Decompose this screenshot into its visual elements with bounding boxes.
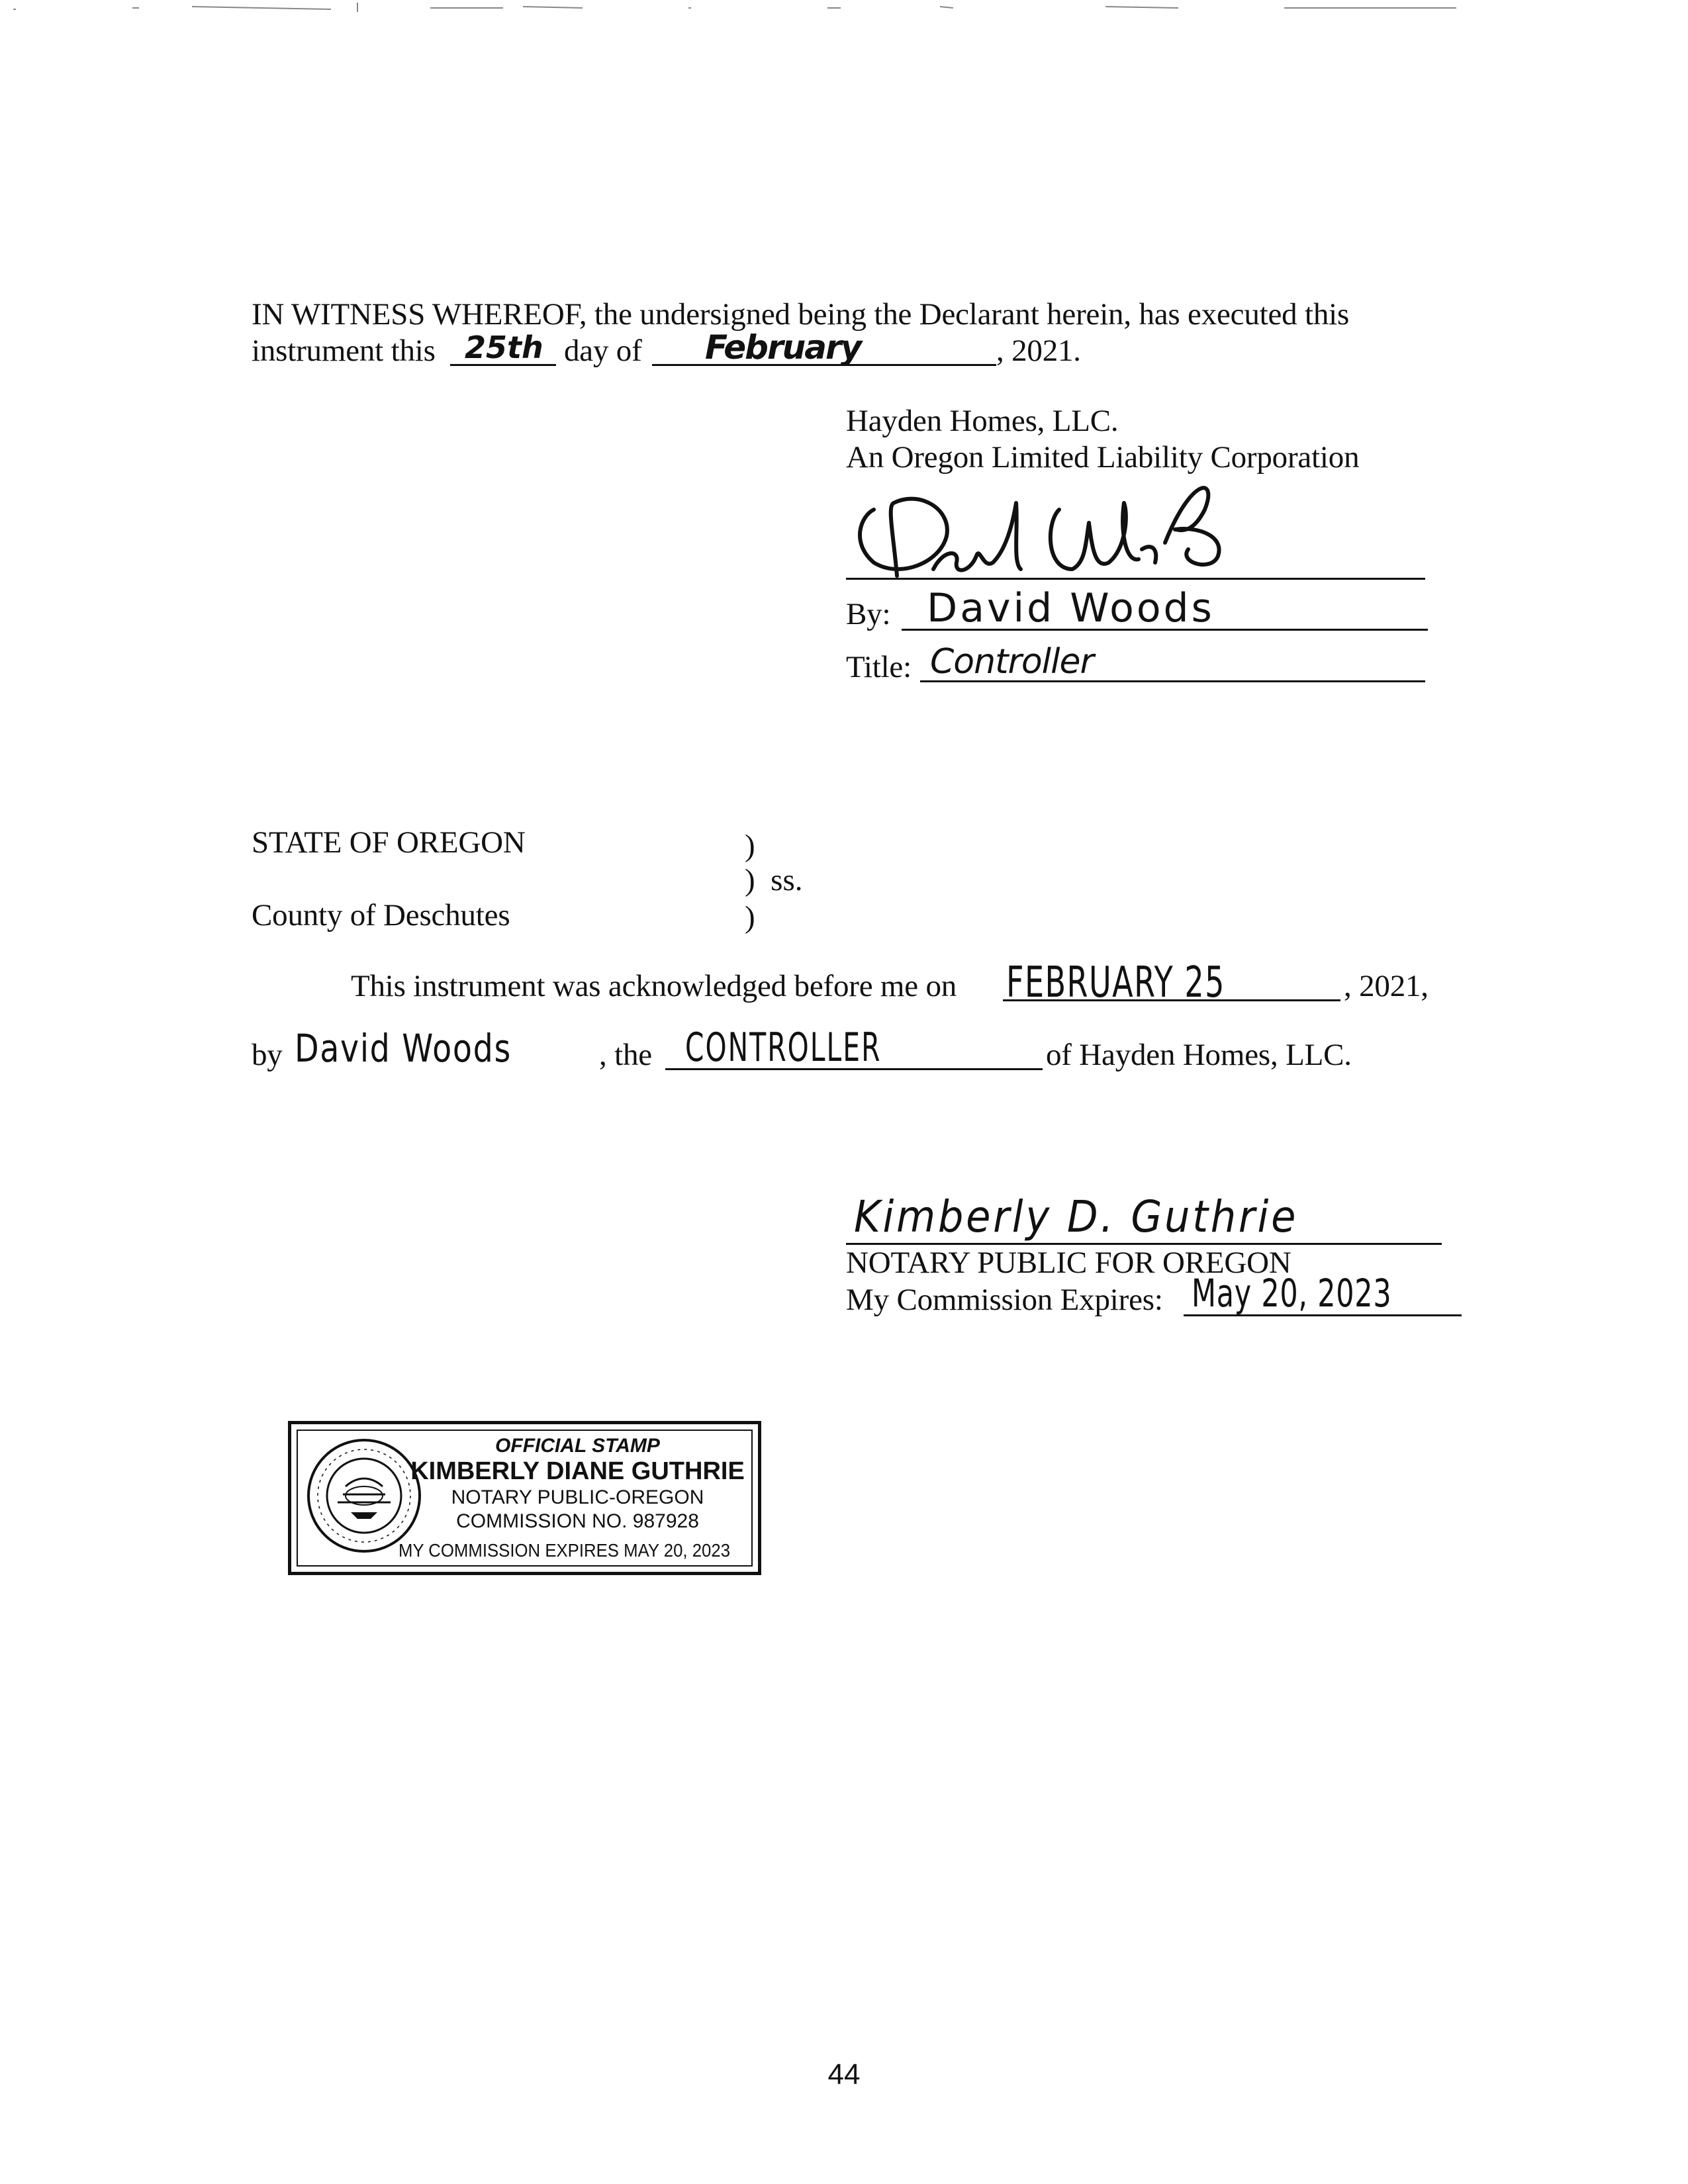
stamp-line-4: COMMISSION NO. 987928: [456, 1510, 699, 1532]
by-handwritten: David Woods: [927, 585, 1215, 631]
notary-expires-label: My Commission Expires:: [846, 1283, 1163, 1317]
title-label: Title:: [846, 650, 912, 684]
paren-top: ): [745, 829, 755, 863]
month-handwritten: February: [705, 328, 861, 367]
declarant-signature: [847, 463, 1258, 589]
by-label: By:: [846, 597, 891, 631]
company-type: An Oregon Limited Liability Corporation: [846, 440, 1360, 475]
witness-line-2-suffix: , 2021.: [996, 334, 1081, 368]
witness-line-1: IN WITNESS WHEREOF, the undersigned being the Declarant herein, has executed this: [252, 297, 1350, 332]
official-stamp: [288, 1421, 761, 1575]
notary-expires-handwritten: May 20, 2023: [1192, 1271, 1392, 1316]
witness-line-2-prefix: instrument this: [252, 334, 436, 368]
title-handwritten: Controller: [930, 642, 1094, 682]
ack-by-label: by: [252, 1038, 283, 1072]
stamp-line-3: NOTARY PUBLIC-OREGON: [451, 1486, 704, 1508]
notary-title: NOTARY PUBLIC FOR OREGON: [846, 1246, 1291, 1280]
signature-line: [846, 578, 1425, 580]
company-name: Hayden Homes, LLC.: [846, 404, 1119, 438]
stamp-line-2: KIMBERLY DIANE GUTHRIE: [410, 1457, 745, 1485]
ack-the-label: , the: [599, 1038, 652, 1072]
ack-date-blank: [1003, 999, 1340, 1001]
witness-line-2-mid: day of: [564, 334, 642, 368]
page-number: 44: [827, 2058, 861, 2091]
ack-prefix: This instrument was acknowledged before me on: [351, 969, 957, 1003]
ack-role-handwritten: CONTROLLER: [685, 1024, 882, 1071]
county-label: County of Deschutes: [252, 898, 510, 933]
paren-ss: ) ss.: [745, 863, 803, 897]
ack-date-handwritten: FEBRUARY 25: [1006, 958, 1225, 1007]
stamp-line-1: OFFICIAL STAMP: [495, 1435, 660, 1457]
stamp-line-5: MY COMMISSION EXPIRES MAY 20, 2023: [398, 1540, 731, 1561]
day-handwritten: 25th: [465, 330, 543, 365]
notary-signature: Kimberly D. Guthrie: [854, 1191, 1299, 1242]
ack-year: , 2021,: [1344, 969, 1429, 1003]
ack-by-handwritten: David Woods: [295, 1026, 512, 1071]
scan-artifacts: [0, 0, 1688, 20]
state-label: STATE OF OREGON: [252, 825, 526, 860]
ack-suffix: of Hayden Homes, LLC.: [1046, 1038, 1352, 1072]
paren-bottom: ): [745, 900, 755, 934]
